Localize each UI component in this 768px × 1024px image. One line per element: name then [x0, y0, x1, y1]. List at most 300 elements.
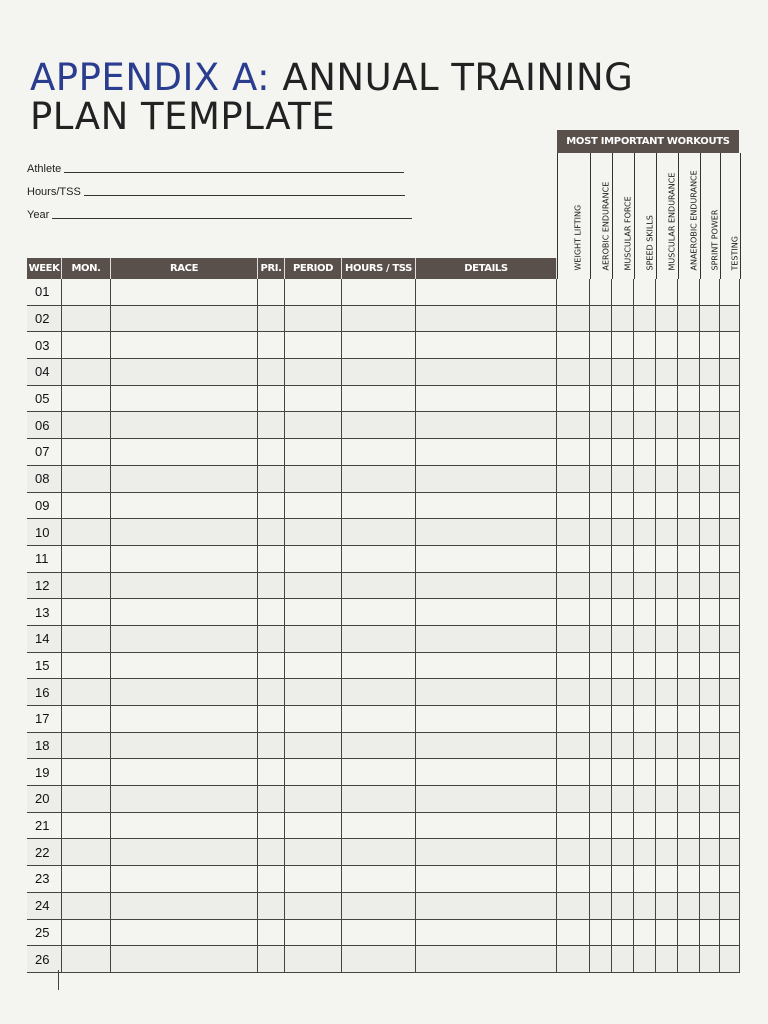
table-cell[interactable]: [285, 412, 342, 438]
table-cell[interactable]: [342, 546, 416, 572]
table-cell[interactable]: [416, 733, 557, 759]
table-cell[interactable]: [285, 359, 342, 385]
year-field[interactable]: [27, 209, 412, 221]
table-cell[interactable]: [111, 893, 258, 919]
table-cell[interactable]: [111, 813, 258, 839]
table-cell[interactable]: [416, 573, 557, 599]
table-cell[interactable]: [342, 893, 416, 919]
table-cell[interactable]: [656, 759, 678, 785]
table-cell[interactable]: [612, 653, 634, 679]
table-cell[interactable]: [678, 946, 700, 972]
table-cell[interactable]: [612, 920, 634, 946]
table-cell[interactable]: [634, 279, 656, 305]
table-cell[interactable]: [720, 759, 740, 785]
table-cell[interactable]: [634, 813, 656, 839]
table-cell[interactable]: [258, 759, 285, 785]
table-cell[interactable]: [678, 839, 700, 865]
table-cell[interactable]: [720, 412, 740, 438]
table-cell[interactable]: [111, 359, 258, 385]
table-cell[interactable]: [720, 893, 740, 919]
table-cell[interactable]: [678, 813, 700, 839]
table-cell[interactable]: [634, 839, 656, 865]
table-cell[interactable]: [285, 332, 342, 358]
table-cell[interactable]: [700, 679, 720, 705]
table-cell[interactable]: [416, 759, 557, 785]
table-cell[interactable]: [62, 813, 111, 839]
table-cell[interactable]: [111, 493, 258, 519]
table-cell[interactable]: [111, 386, 258, 412]
table-cell[interactable]: [557, 653, 590, 679]
table-cell[interactable]: [590, 653, 612, 679]
table-cell[interactable]: [678, 599, 700, 625]
table-cell[interactable]: [342, 519, 416, 545]
table-cell[interactable]: [62, 653, 111, 679]
table-cell[interactable]: [62, 519, 111, 545]
table-cell[interactable]: [700, 546, 720, 572]
table-cell[interactable]: [612, 679, 634, 705]
table-cell[interactable]: [720, 733, 740, 759]
table-cell[interactable]: [678, 519, 700, 545]
table-cell[interactable]: [720, 493, 740, 519]
table-cell[interactable]: [656, 839, 678, 865]
table-cell[interactable]: [111, 412, 258, 438]
table-cell[interactable]: [258, 946, 285, 972]
table-cell[interactable]: [720, 839, 740, 865]
table-cell[interactable]: [700, 573, 720, 599]
table-cell[interactable]: [700, 786, 720, 812]
table-cell[interactable]: [720, 439, 740, 465]
table-cell[interactable]: [111, 573, 258, 599]
table-cell[interactable]: [557, 493, 590, 519]
table-cell[interactable]: [557, 439, 590, 465]
table-cell[interactable]: [590, 759, 612, 785]
table-cell[interactable]: [656, 920, 678, 946]
table-cell[interactable]: [656, 599, 678, 625]
table-cell[interactable]: [285, 626, 342, 652]
table-cell[interactable]: [557, 359, 590, 385]
table-cell[interactable]: [634, 733, 656, 759]
table-cell[interactable]: [557, 466, 590, 492]
table-cell[interactable]: [634, 946, 656, 972]
table-cell[interactable]: [590, 573, 612, 599]
table-cell[interactable]: [656, 679, 678, 705]
table-cell[interactable]: [720, 599, 740, 625]
table-cell[interactable]: [416, 653, 557, 679]
table-cell[interactable]: [258, 279, 285, 305]
table-cell[interactable]: [612, 839, 634, 865]
table-cell[interactable]: [62, 920, 111, 946]
table-cell[interactable]: [62, 359, 111, 385]
table-cell[interactable]: [700, 653, 720, 679]
table-cell[interactable]: [342, 439, 416, 465]
table-cell[interactable]: [342, 466, 416, 492]
table-cell[interactable]: [258, 519, 285, 545]
table-cell[interactable]: [285, 893, 342, 919]
table-cell[interactable]: [590, 733, 612, 759]
table-cell[interactable]: [111, 733, 258, 759]
table-cell[interactable]: [678, 306, 700, 332]
table-cell[interactable]: [678, 786, 700, 812]
table-cell[interactable]: [258, 599, 285, 625]
table-cell[interactable]: [612, 412, 634, 438]
table-cell[interactable]: [678, 412, 700, 438]
table-cell[interactable]: [111, 332, 258, 358]
table-cell[interactable]: [111, 519, 258, 545]
table-cell[interactable]: [342, 759, 416, 785]
table-cell[interactable]: [612, 466, 634, 492]
table-cell[interactable]: [720, 813, 740, 839]
table-cell[interactable]: [700, 359, 720, 385]
table-cell[interactable]: [656, 279, 678, 305]
table-cell[interactable]: [590, 679, 612, 705]
table-cell[interactable]: [634, 599, 656, 625]
table-cell[interactable]: [285, 519, 342, 545]
table-cell[interactable]: [416, 893, 557, 919]
table-cell[interactable]: [634, 573, 656, 599]
table-cell[interactable]: [62, 493, 111, 519]
table-cell[interactable]: [720, 866, 740, 892]
table-cell[interactable]: [111, 946, 258, 972]
table-cell[interactable]: [678, 706, 700, 732]
year-line[interactable]: [52, 218, 412, 219]
table-cell[interactable]: [557, 573, 590, 599]
table-cell[interactable]: [634, 466, 656, 492]
table-cell[interactable]: [416, 279, 557, 305]
table-cell[interactable]: [612, 759, 634, 785]
table-cell[interactable]: [285, 279, 342, 305]
table-cell[interactable]: [590, 519, 612, 545]
table-cell[interactable]: [342, 733, 416, 759]
table-cell[interactable]: [700, 386, 720, 412]
table-cell[interactable]: [416, 786, 557, 812]
table-cell[interactable]: [720, 279, 740, 305]
table-cell[interactable]: [62, 332, 111, 358]
table-cell[interactable]: [258, 626, 285, 652]
table-cell[interactable]: [612, 626, 634, 652]
table-cell[interactable]: [342, 786, 416, 812]
table-cell[interactable]: [258, 920, 285, 946]
table-cell[interactable]: [342, 706, 416, 732]
table-cell[interactable]: [557, 599, 590, 625]
table-cell[interactable]: [111, 679, 258, 705]
table-cell[interactable]: [258, 786, 285, 812]
table-cell[interactable]: [62, 839, 111, 865]
table-cell[interactable]: [416, 839, 557, 865]
table-cell[interactable]: [258, 679, 285, 705]
table-cell[interactable]: [557, 626, 590, 652]
table-cell[interactable]: [700, 599, 720, 625]
table-cell[interactable]: [111, 759, 258, 785]
table-cell[interactable]: [656, 653, 678, 679]
table-cell[interactable]: [656, 893, 678, 919]
table-cell[interactable]: [258, 706, 285, 732]
table-cell[interactable]: [612, 599, 634, 625]
table-cell[interactable]: [678, 573, 700, 599]
table-cell[interactable]: [678, 679, 700, 705]
table-cell[interactable]: [656, 386, 678, 412]
table-cell[interactable]: [590, 466, 612, 492]
table-cell[interactable]: [678, 493, 700, 519]
table-cell[interactable]: [590, 946, 612, 972]
table-cell[interactable]: [634, 386, 656, 412]
table-cell[interactable]: [656, 412, 678, 438]
table-cell[interactable]: [62, 573, 111, 599]
table-cell[interactable]: [557, 893, 590, 919]
table-cell[interactable]: [656, 439, 678, 465]
table-cell[interactable]: [62, 679, 111, 705]
hours-tss-field[interactable]: [27, 186, 405, 198]
table-cell[interactable]: [656, 466, 678, 492]
table-cell[interactable]: [285, 920, 342, 946]
table-cell[interactable]: [285, 813, 342, 839]
table-cell[interactable]: [285, 839, 342, 865]
table-cell[interactable]: [590, 599, 612, 625]
table-cell[interactable]: [62, 546, 111, 572]
table-cell[interactable]: [634, 519, 656, 545]
table-cell[interactable]: [557, 546, 590, 572]
table-cell[interactable]: [678, 920, 700, 946]
table-cell[interactable]: [111, 920, 258, 946]
table-cell[interactable]: [634, 332, 656, 358]
table-cell[interactable]: [656, 786, 678, 812]
table-cell[interactable]: [590, 706, 612, 732]
table-cell[interactable]: [285, 546, 342, 572]
table-cell[interactable]: [634, 893, 656, 919]
table-cell[interactable]: [557, 920, 590, 946]
table-cell[interactable]: [416, 626, 557, 652]
table-cell[interactable]: [258, 306, 285, 332]
table-cell[interactable]: [678, 759, 700, 785]
table-cell[interactable]: [678, 866, 700, 892]
table-cell[interactable]: [678, 733, 700, 759]
table-cell[interactable]: [612, 946, 634, 972]
table-cell[interactable]: [656, 546, 678, 572]
table-cell[interactable]: [700, 306, 720, 332]
table-cell[interactable]: [720, 359, 740, 385]
table-cell[interactable]: [656, 332, 678, 358]
table-cell[interactable]: [720, 546, 740, 572]
table-cell[interactable]: [700, 519, 720, 545]
table-cell[interactable]: [111, 866, 258, 892]
table-cell[interactable]: [700, 706, 720, 732]
table-cell[interactable]: [612, 493, 634, 519]
table-cell[interactable]: [258, 573, 285, 599]
table-cell[interactable]: [111, 706, 258, 732]
table-cell[interactable]: [342, 359, 416, 385]
table-cell[interactable]: [678, 466, 700, 492]
table-cell[interactable]: [612, 386, 634, 412]
table-cell[interactable]: [634, 920, 656, 946]
table-cell[interactable]: [557, 412, 590, 438]
table-cell[interactable]: [634, 626, 656, 652]
table-cell[interactable]: [258, 412, 285, 438]
table-cell[interactable]: [557, 839, 590, 865]
table-cell[interactable]: [612, 279, 634, 305]
table-cell[interactable]: [656, 493, 678, 519]
table-cell[interactable]: [612, 332, 634, 358]
table-cell[interactable]: [634, 679, 656, 705]
table-cell[interactable]: [612, 866, 634, 892]
table-cell[interactable]: [342, 679, 416, 705]
table-cell[interactable]: [720, 946, 740, 972]
table-cell[interactable]: [557, 306, 590, 332]
table-cell[interactable]: [634, 493, 656, 519]
table-cell[interactable]: [62, 946, 111, 972]
table-cell[interactable]: [416, 412, 557, 438]
table-cell[interactable]: [111, 653, 258, 679]
table-cell[interactable]: [342, 306, 416, 332]
table-cell[interactable]: [720, 519, 740, 545]
table-cell[interactable]: [720, 306, 740, 332]
table-cell[interactable]: [258, 866, 285, 892]
table-cell[interactable]: [416, 439, 557, 465]
table-cell[interactable]: [720, 626, 740, 652]
table-cell[interactable]: [700, 493, 720, 519]
table-cell[interactable]: [612, 359, 634, 385]
table-cell[interactable]: [634, 546, 656, 572]
table-cell[interactable]: [111, 546, 258, 572]
table-cell[interactable]: [678, 332, 700, 358]
table-cell[interactable]: [342, 332, 416, 358]
table-cell[interactable]: [557, 786, 590, 812]
table-cell[interactable]: [557, 519, 590, 545]
table-cell[interactable]: [612, 786, 634, 812]
table-cell[interactable]: [612, 733, 634, 759]
table-cell[interactable]: [634, 786, 656, 812]
table-cell[interactable]: [111, 306, 258, 332]
table-cell[interactable]: [678, 546, 700, 572]
table-cell[interactable]: [111, 599, 258, 625]
table-cell[interactable]: [557, 386, 590, 412]
table-cell[interactable]: [62, 306, 111, 332]
table-cell[interactable]: [590, 359, 612, 385]
table-cell[interactable]: [590, 332, 612, 358]
table-cell[interactable]: [342, 839, 416, 865]
table-cell[interactable]: [342, 866, 416, 892]
table-cell[interactable]: [258, 493, 285, 519]
table-cell[interactable]: [590, 920, 612, 946]
table-cell[interactable]: [700, 412, 720, 438]
table-cell[interactable]: [720, 332, 740, 358]
table-cell[interactable]: [285, 786, 342, 812]
table-cell[interactable]: [416, 813, 557, 839]
table-cell[interactable]: [700, 332, 720, 358]
table-cell[interactable]: [258, 386, 285, 412]
table-cell[interactable]: [557, 813, 590, 839]
table-cell[interactable]: [62, 706, 111, 732]
table-cell[interactable]: [62, 439, 111, 465]
table-cell[interactable]: [590, 839, 612, 865]
table-cell[interactable]: [258, 332, 285, 358]
table-cell[interactable]: [700, 946, 720, 972]
table-cell[interactable]: [656, 706, 678, 732]
table-cell[interactable]: [700, 626, 720, 652]
table-cell[interactable]: [656, 626, 678, 652]
table-cell[interactable]: [285, 866, 342, 892]
table-cell[interactable]: [557, 332, 590, 358]
table-cell[interactable]: [700, 439, 720, 465]
table-cell[interactable]: [656, 573, 678, 599]
table-cell[interactable]: [678, 359, 700, 385]
table-cell[interactable]: [700, 759, 720, 785]
table-cell[interactable]: [285, 439, 342, 465]
table-cell[interactable]: [285, 733, 342, 759]
table-cell[interactable]: [700, 893, 720, 919]
table-cell[interactable]: [111, 839, 258, 865]
table-cell[interactable]: [590, 493, 612, 519]
table-cell[interactable]: [416, 306, 557, 332]
table-cell[interactable]: [285, 306, 342, 332]
athlete-line[interactable]: [64, 172, 404, 173]
table-cell[interactable]: [557, 279, 590, 305]
table-cell[interactable]: [590, 786, 612, 812]
table-cell[interactable]: [720, 679, 740, 705]
table-cell[interactable]: [342, 573, 416, 599]
table-cell[interactable]: [342, 920, 416, 946]
table-cell[interactable]: [612, 519, 634, 545]
table-cell[interactable]: [258, 893, 285, 919]
table-cell[interactable]: [720, 573, 740, 599]
table-cell[interactable]: [656, 306, 678, 332]
table-cell[interactable]: [678, 653, 700, 679]
table-cell[interactable]: [62, 466, 111, 492]
table-cell[interactable]: [342, 626, 416, 652]
table-cell[interactable]: [285, 573, 342, 599]
table-cell[interactable]: [285, 466, 342, 492]
table-cell[interactable]: [285, 386, 342, 412]
table-cell[interactable]: [720, 466, 740, 492]
table-cell[interactable]: [285, 759, 342, 785]
table-cell[interactable]: [634, 759, 656, 785]
table-cell[interactable]: [612, 893, 634, 919]
table-cell[interactable]: [612, 306, 634, 332]
table-cell[interactable]: [720, 920, 740, 946]
table-cell[interactable]: [258, 439, 285, 465]
table-cell[interactable]: [416, 946, 557, 972]
table-cell[interactable]: [656, 359, 678, 385]
table-cell[interactable]: [342, 412, 416, 438]
table-cell[interactable]: [557, 679, 590, 705]
table-cell[interactable]: [590, 626, 612, 652]
table-cell[interactable]: [285, 706, 342, 732]
table-cell[interactable]: [634, 439, 656, 465]
table-cell[interactable]: [111, 439, 258, 465]
table-cell[interactable]: [416, 599, 557, 625]
table-cell[interactable]: [342, 386, 416, 412]
table-cell[interactable]: [62, 626, 111, 652]
table-cell[interactable]: [590, 893, 612, 919]
table-cell[interactable]: [656, 946, 678, 972]
table-cell[interactable]: [342, 946, 416, 972]
table-cell[interactable]: [62, 866, 111, 892]
table-cell[interactable]: [285, 599, 342, 625]
table-cell[interactable]: [342, 653, 416, 679]
table-cell[interactable]: [342, 599, 416, 625]
table-cell[interactable]: [720, 653, 740, 679]
table-cell[interactable]: [700, 920, 720, 946]
table-cell[interactable]: [62, 599, 111, 625]
table-cell[interactable]: [342, 279, 416, 305]
table-cell[interactable]: [590, 866, 612, 892]
table-cell[interactable]: [62, 279, 111, 305]
hours-tss-line[interactable]: [84, 195, 405, 196]
table-cell[interactable]: [678, 893, 700, 919]
table-cell[interactable]: [258, 839, 285, 865]
table-cell[interactable]: [416, 706, 557, 732]
table-cell[interactable]: [720, 706, 740, 732]
table-cell[interactable]: [62, 412, 111, 438]
table-cell[interactable]: [678, 626, 700, 652]
